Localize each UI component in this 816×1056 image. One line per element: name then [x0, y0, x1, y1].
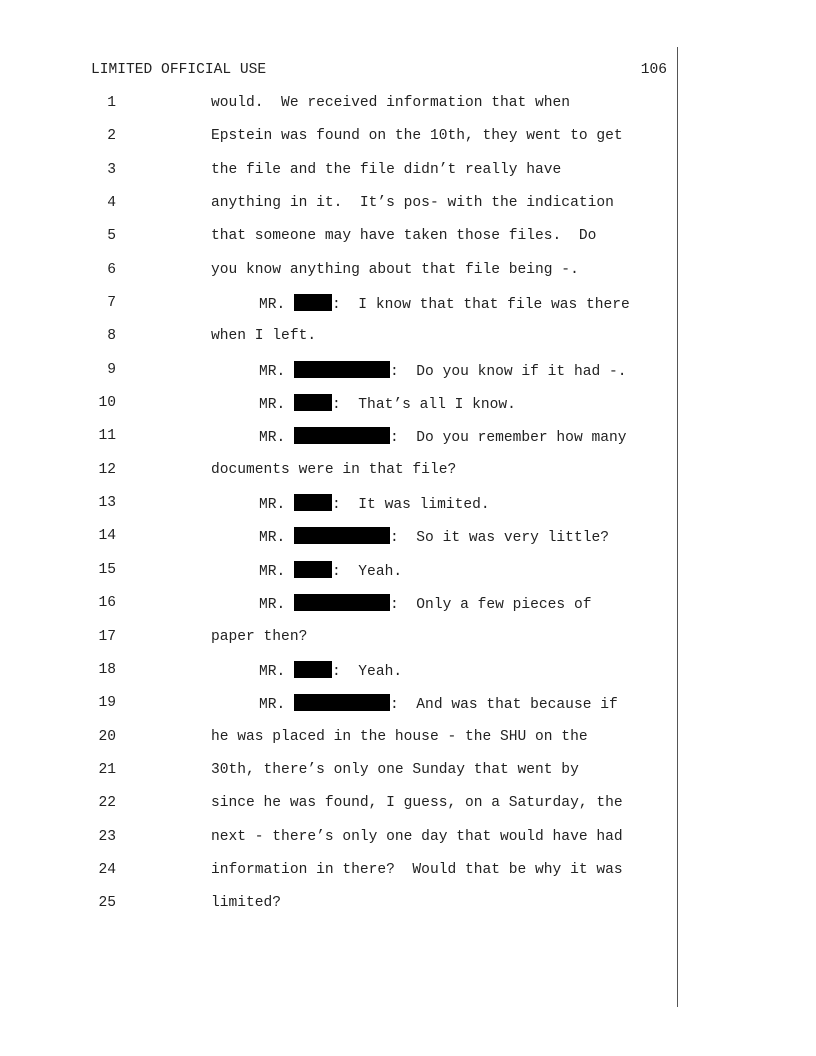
line-number: 24: [98, 861, 116, 878]
line-number: 20: [98, 728, 116, 745]
line-text-segment: MR.: [259, 363, 295, 380]
line-number: 13: [98, 495, 116, 512]
line-number: 14: [98, 528, 116, 545]
transcript-line: [0, 127, 676, 160]
line-text: [211, 94, 570, 112]
line-text-segment: information in there? Would that be why it was: [211, 861, 623, 878]
line-text-segment: the file and the file didn’t really have: [211, 161, 562, 178]
line-text: [211, 794, 623, 812]
right-margin-rule: [677, 47, 678, 1007]
line-text: [259, 494, 490, 514]
classification-header: LIMITED OFFICIAL USE: [91, 62, 267, 78]
line-text-segment: MR.: [259, 597, 295, 614]
line-text-segment: you know anything about that file being -.: [211, 261, 579, 278]
transcript-line: [0, 261, 676, 294]
line-text: [259, 561, 402, 581]
transcript-line: [0, 194, 676, 227]
redaction-box: [294, 527, 390, 544]
transcript-lines: [0, 94, 676, 928]
line-text: [211, 894, 281, 912]
transcript-line: [0, 728, 676, 761]
line-number: 6: [107, 261, 116, 278]
line-text: [259, 594, 591, 614]
line-text: [211, 628, 307, 646]
line-number: 12: [98, 461, 116, 478]
line-text-segment: documents were in that file?: [211, 461, 457, 478]
line-text: [211, 227, 596, 245]
redaction-box: [294, 594, 390, 611]
transcript-line: [0, 527, 676, 560]
line-text: [211, 861, 623, 879]
redaction-box: [294, 694, 390, 711]
line-text-segment: : It was limited.: [332, 497, 490, 514]
transcript-line: [0, 427, 676, 460]
line-number: 5: [107, 228, 116, 245]
line-text: [259, 294, 630, 314]
line-text-segment: 30th, there’s only one Sunday that went by: [211, 761, 579, 778]
line-text-segment: : Only a few pieces of: [390, 597, 592, 614]
line-text-segment: MR.: [259, 430, 295, 447]
transcript-line: [0, 594, 676, 627]
transcript-line: [0, 94, 676, 127]
line-text-segment: next - there’s only one day that would have had: [211, 828, 623, 845]
line-text: [259, 661, 402, 681]
line-number: 9: [107, 361, 116, 378]
line-text-segment: : So it was very little?: [390, 530, 609, 547]
line-text: [211, 127, 623, 145]
transcript-line: [0, 794, 676, 827]
line-text: [211, 728, 588, 746]
line-text: [211, 194, 614, 212]
line-text-segment: that someone may have taken those files. Do: [211, 228, 597, 245]
line-text-segment: : Yeah.: [332, 663, 403, 680]
line-number: 7: [107, 295, 116, 312]
transcript-line: [0, 861, 676, 894]
line-text-segment: : And was that because if: [390, 697, 618, 714]
line-text: [259, 427, 627, 447]
line-text-segment: MR.: [259, 397, 295, 414]
line-number: 17: [98, 628, 116, 645]
line-number: 25: [98, 895, 116, 912]
line-text: [211, 161, 561, 179]
line-text: [211, 761, 579, 779]
transcript-line: [0, 394, 676, 427]
line-text-segment: : Do you know if it had -.: [390, 363, 627, 380]
line-number: 23: [98, 828, 116, 845]
line-number: 16: [98, 595, 116, 612]
line-text: [259, 694, 618, 714]
redaction-box: [294, 394, 332, 411]
line-number: 19: [98, 695, 116, 712]
transcript-line: [0, 361, 676, 394]
line-text: [259, 361, 627, 381]
redaction-box: [294, 494, 332, 511]
line-text: [259, 394, 516, 414]
line-text-segment: MR.: [259, 697, 295, 714]
redaction-box: [294, 361, 390, 378]
line-number: 10: [98, 395, 116, 412]
line-text: [211, 327, 316, 345]
line-number: 18: [98, 661, 116, 678]
line-number: 15: [98, 561, 116, 578]
line-number: 21: [98, 761, 116, 778]
transcript-line: [0, 494, 676, 527]
line-text-segment: he was placed in the house - the SHU on the: [211, 728, 588, 745]
line-text-segment: anything in it. It’s pos- with the indication: [211, 195, 614, 212]
line-text-segment: MR.: [259, 497, 295, 514]
redaction-box: [294, 561, 332, 578]
line-number: 2: [107, 128, 116, 145]
line-text-segment: limited?: [211, 895, 282, 912]
redaction-box: [294, 661, 332, 678]
line-number: 1: [107, 95, 116, 111]
transcript-line: [0, 327, 676, 360]
transcript-line: [0, 461, 676, 494]
line-text-segment: MR.: [259, 297, 295, 314]
line-number: 8: [107, 328, 116, 345]
line-number: 22: [98, 795, 116, 812]
line-text-segment: since he was found, I guess, on a Saturday, the: [211, 795, 623, 812]
line-text-segment: : I know that that file was there: [332, 297, 630, 314]
line-number: 4: [107, 195, 116, 212]
transcript-line: [0, 161, 676, 194]
line-number: 11: [98, 428, 116, 445]
transcript-line: [0, 694, 676, 727]
transcript-line: [0, 561, 676, 594]
transcript-line: [0, 628, 676, 661]
line-text-segment: MR.: [259, 663, 295, 680]
line-text-segment: : Do you remember how many: [390, 430, 627, 447]
line-number: 3: [107, 161, 116, 178]
line-text: [211, 261, 579, 279]
line-text-segment: MR.: [259, 530, 295, 547]
line-text: [259, 527, 609, 547]
redaction-box: [294, 427, 390, 444]
transcript-line: [0, 894, 676, 927]
transcript-line: [0, 661, 676, 694]
line-text-segment: would. We received information that when: [211, 95, 571, 111]
line-text-segment: : That’s all I know.: [332, 397, 516, 414]
line-text: [211, 828, 623, 846]
transcript-line: [0, 294, 676, 327]
line-text: [211, 461, 456, 479]
redaction-box: [294, 294, 332, 311]
line-text-segment: when I left.: [211, 328, 317, 345]
transcript-line: [0, 227, 676, 260]
transcript-line: [0, 761, 676, 794]
line-text-segment: MR.: [259, 563, 295, 580]
line-text-segment: Epstein was found on the 10th, they went to get: [211, 128, 623, 145]
line-text-segment: paper then?: [211, 628, 308, 645]
line-text-segment: : Yeah.: [332, 563, 403, 580]
page-number: 106: [640, 62, 667, 78]
transcript-line: [0, 828, 676, 861]
